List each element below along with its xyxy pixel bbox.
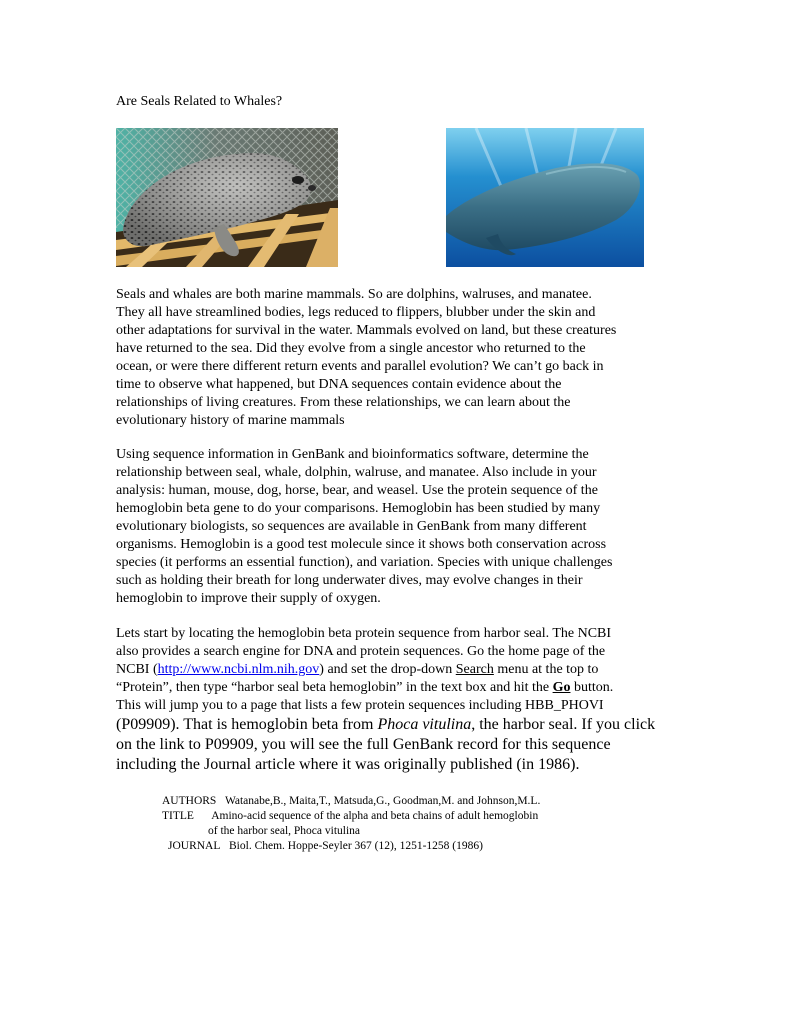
- page-title: Are Seals Related to Whales?: [116, 94, 283, 109]
- text-line: [116, 715, 656, 735]
- title-value: Amino-acid sequence of the alpha and beta chains of adult hemoglobin: [211, 810, 539, 822]
- citation-journal-row: [162, 839, 540, 854]
- text-line: [116, 679, 656, 697]
- intro-paragraph: [116, 286, 656, 430]
- text-line: organisms. Hemoglobin is a good test molecule since it shows both conservation across: [116, 537, 607, 552]
- citation-title-continued: of the harbor seal, Phoca vitulina: [208, 825, 361, 837]
- authors-value: Watanabe,B., Maita,T., Matsuda,G., Goodman,M. and Johnson,M.L.: [224, 795, 541, 807]
- go-term: Go: [552, 680, 571, 695]
- text-line: ocean, or were there different return events and parallel evolution? We can’t go back in: [116, 359, 604, 374]
- genbank-citation: [162, 794, 540, 854]
- text-line: Lets start by locating the hemoglobin beta protein sequence from harbor seal. The NCBI: [116, 626, 612, 641]
- text-line: Seals and whales are both marine mammals. So are dolphins, walruses, and manatee.: [116, 287, 592, 302]
- journal-key: JOURNAL: [168, 840, 221, 852]
- text-fragment: button.: [570, 680, 614, 695]
- text-line: relationship between seal, whale, dolphin, walruse, and manatee. Also include in your: [116, 465, 597, 480]
- text-line: This will jump you to a page that lists a few protein sequences including HBB_PHOVI: [116, 698, 604, 713]
- text-fragment: , the harbor seal. If you click: [471, 716, 656, 733]
- journal-value: Biol. Chem. Hoppe-Seyler 367 (12), 1251-1258 (1986): [229, 840, 483, 852]
- text-fragment: ) and set the drop-down: [319, 662, 456, 677]
- citation-authors-row: [162, 794, 540, 809]
- search-term: Search: [455, 662, 494, 677]
- text-line: evolutionary history of marine mammals: [116, 413, 345, 428]
- text-fragment: menu at the top to: [493, 662, 599, 677]
- text-line: time to observe what happened, but DNA sequences contain evidence about the: [116, 377, 562, 392]
- text-line: evolutionary biologists, so sequences are available in GenBank from many different: [116, 519, 587, 534]
- text-fragment: “Protein”, then type “harbor seal beta hemoglobin” in the text box and hit the: [116, 680, 553, 695]
- text-line: hemoglobin to improve their supply of oxygen.: [116, 591, 381, 606]
- text-line: such as holding their breath for long underwater dives, may evolve changes in their: [116, 573, 583, 588]
- task-paragraph: [116, 446, 656, 608]
- text-line: also provides a search engine for DNA and protein sequences. Go the home page of the: [116, 644, 606, 659]
- text-line: including the Journal article where it was originally published (in 1986).: [116, 756, 580, 773]
- ncbi-link[interactable]: http://www.ncbi.nlm.nih.gov: [157, 662, 320, 677]
- authors-key: AUTHORS: [162, 795, 217, 807]
- sperm-whale-photo: [446, 128, 644, 267]
- text-line: analysis: human, mouse, dog, horse, bear, and weasel. Use the protein sequence of the: [116, 483, 598, 498]
- citation-title-row: [162, 809, 540, 824]
- text-line: They all have streamlined bodies, legs reduced to flippers, blubber under the skin and: [116, 305, 596, 320]
- species-name: Phoca vitulina: [377, 716, 472, 733]
- text-line: have returned to the sea. Did they evolve from a single ancestor who returned to the: [116, 341, 586, 356]
- instructions-paragraph: [116, 625, 656, 775]
- text-line: species (it performs an essential function), and variation. Species with unique challenges: [116, 555, 613, 570]
- title-key: TITLE: [162, 810, 194, 822]
- text-line: other adaptations for survival in the water. Mammals evolved on land, but these creatures: [116, 323, 617, 338]
- text-line: Using sequence information in GenBank and bioinformatics software, determine the: [116, 447, 589, 462]
- harbor-seal-photo: [116, 128, 338, 267]
- text-line: [116, 661, 656, 679]
- text-line: hemoglobin beta gene to do your comparisons. Hemoglobin has been studied by many: [116, 501, 601, 516]
- text-fragment: NCBI (: [116, 662, 158, 677]
- text-line: on the link to P09909, you will see the full GenBank record for this sequence: [116, 736, 611, 753]
- text-fragment: (P09909). That is hemoglobin beta from: [116, 716, 378, 733]
- text-line: relationships of living creatures. From these relationships, we can learn about the: [116, 395, 571, 410]
